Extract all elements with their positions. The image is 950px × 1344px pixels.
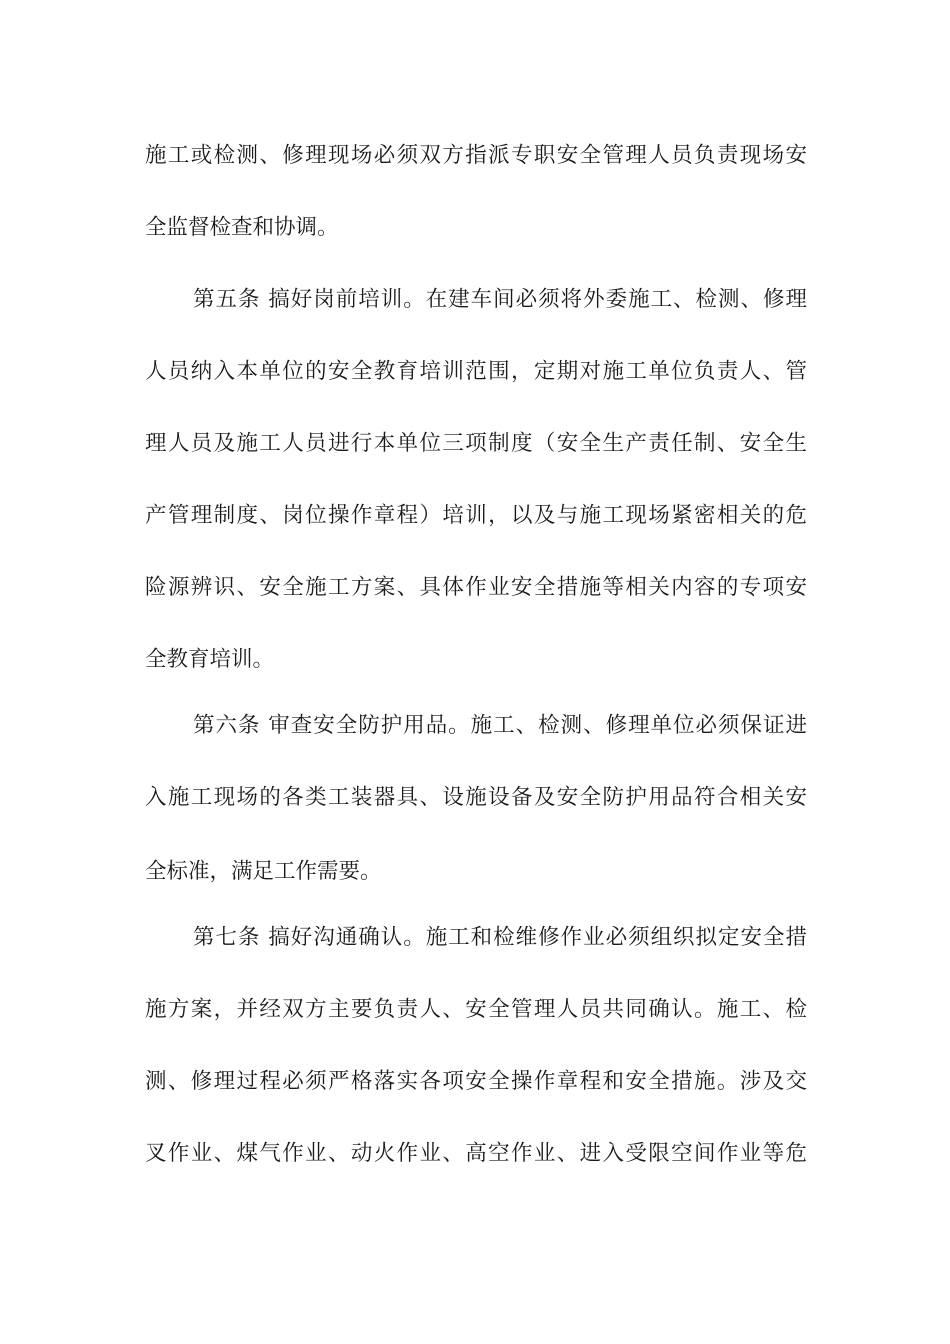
paragraph-line: 产管理制度、岗位操作章程）培训，以及与施工现场紧密相关的危 — [145, 503, 807, 528]
article-6-heading-line: 第六条 审查安全防护用品。施工、检测、修理单位必须保证进 — [193, 713, 807, 738]
article-7-heading-line: 第七条 搞好沟通确认。施工和检维修作业必须组织拟定安全措 — [193, 925, 807, 950]
article-5-heading-line: 第五条 搞好岗前培训。在建车间必须将外委施工、检测、修理 — [193, 287, 807, 312]
paragraph-line: 入施工现场的各类工装器具、设施设备及安全防护用品符合相关安 — [145, 785, 807, 810]
paragraph-line: 理人员及施工人员进行本单位三项制度（安全生产责任制、安全生 — [145, 431, 807, 456]
paragraph-line: 全标准，满足工作需要。 — [145, 859, 382, 884]
paragraph-line: 人员纳入本单位的安全教育培训范围，定期对施工单位负责人、管 — [145, 359, 807, 384]
paragraph-line: 施工或检测、修理现场必须双方指派专职安全管理人员负责现场安 — [145, 143, 807, 168]
paragraph-line: 全教育培训。 — [145, 647, 275, 672]
paragraph-line: 全监督检查和协调。 — [145, 215, 339, 240]
paragraph-line: 叉作业、煤气作业、动火作业、高空作业、进入受限空间作业等危 — [145, 1141, 807, 1166]
paragraph-line: 险源辨识、安全施工方案、具体作业安全措施等相关内容的专项安 — [145, 575, 807, 600]
paragraph-line: 测、修理过程必须严格落实各项安全操作章程和安全措施。涉及交 — [145, 1069, 807, 1094]
paragraph-line: 施方案，并经双方主要负责人、安全管理人员共同确认。施工、检 — [145, 997, 807, 1022]
